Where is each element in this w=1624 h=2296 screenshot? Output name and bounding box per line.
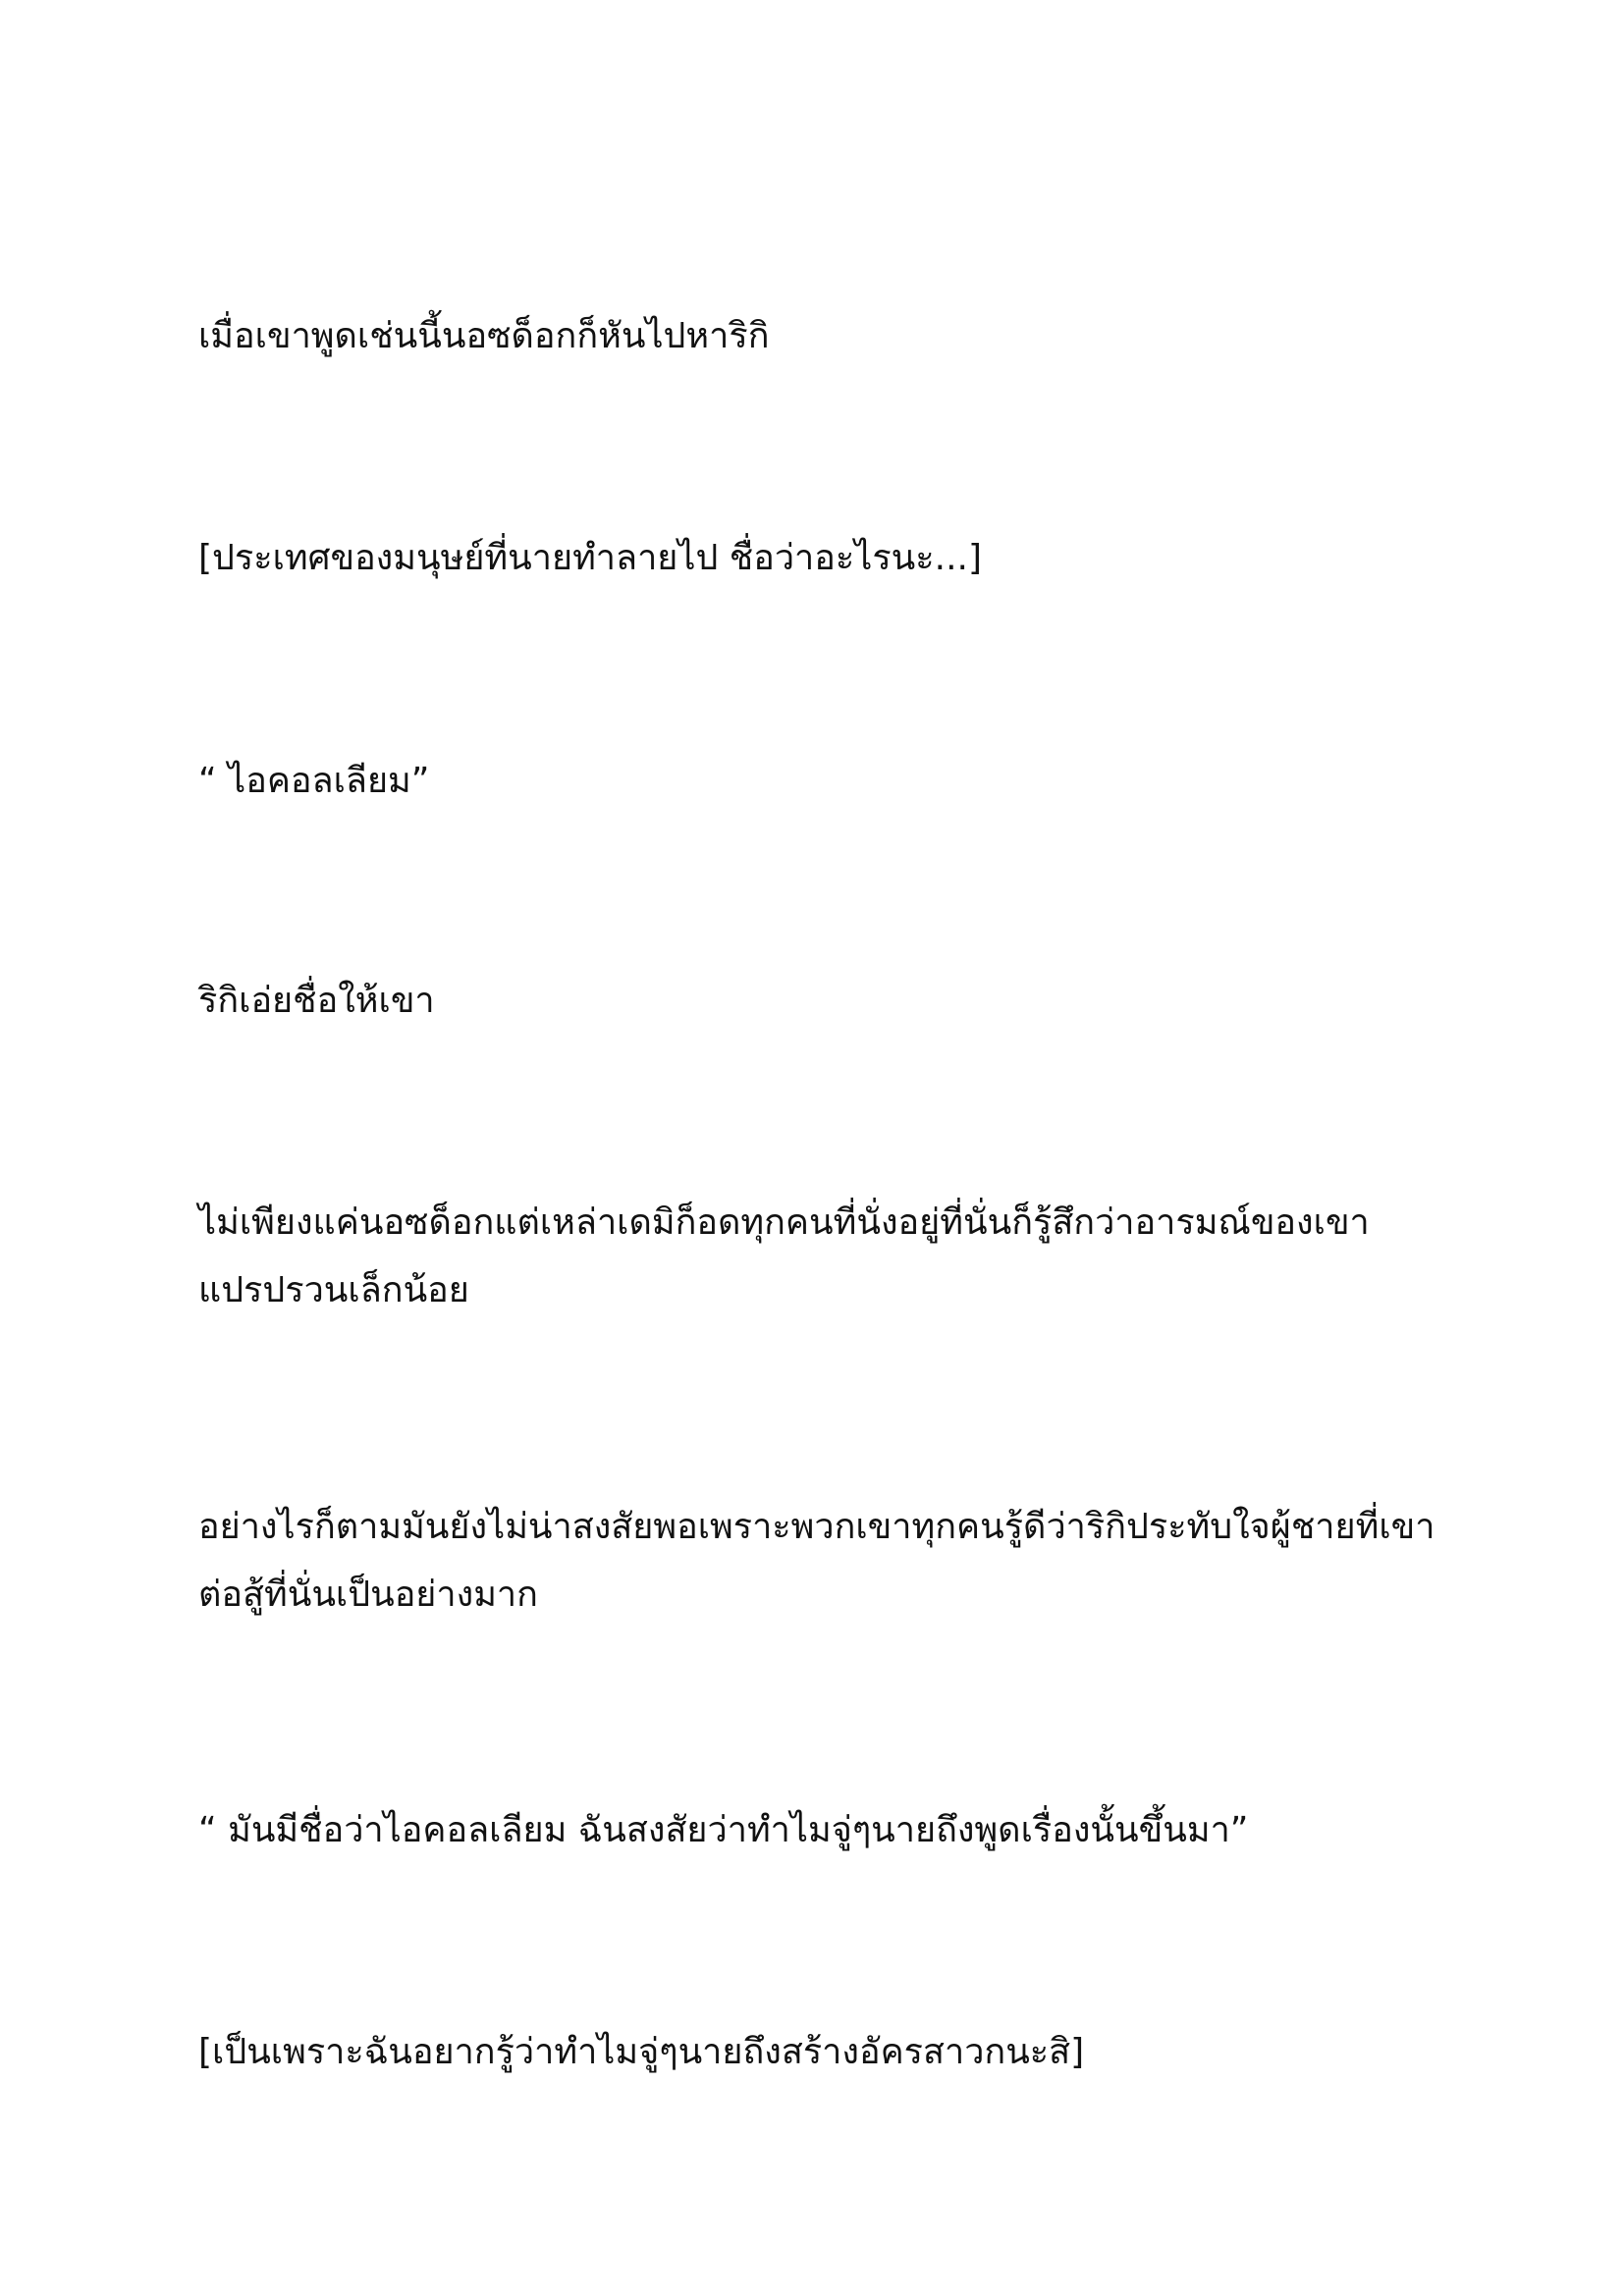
paragraph-4 <box>198 967 1475 1035</box>
text-line: ริกิเอ่ยชื่อให้เขา <box>198 981 435 1021</box>
text-line: แปรปรวนเล็กน้อย <box>198 1270 469 1310</box>
paragraph-7 <box>198 1796 1475 1864</box>
paragraph-1 <box>198 302 1475 370</box>
text-line: ไม่เพียงแค่นอซด็อกแต่เหล่าเดมิก็อดทุกคนที่นั่งอยู่ที่นั่นก็รู้สึกว่าอารมณ์ของเขา <box>198 1202 1370 1243</box>
paragraph-6 <box>198 1493 1475 1629</box>
text-line: [เป็นเพราะฉันอยากรู้ว่าทำไมจู่ๆนายถึงสร้างอัครสาวกนะสิ] <box>198 2032 1085 2072</box>
paragraph-8 <box>198 2018 1475 2086</box>
text-line: อย่างไรก็ตามมันยังไม่น่าสงสัยพอเพราะพวกเขาทุกคนรู้ดีว่าริกิประทับใจผู้ชายที่เขา <box>198 1507 1435 1547</box>
text-line: [ประเทศของมนุษย์ที่นายทำลายไป ชื่อว่าอะไรนะ...] <box>198 538 982 578</box>
text-line: “ มันมีชื่อว่าไอคอลเลียม ฉันสงสัยว่าทำไมจู่ๆนายถึงพูดเรื่องนั้นขึ้นมา” <box>198 1810 1249 1850</box>
text-line: ต่อสู้ที่นั่นเป็นอย่างมาก <box>198 1575 538 1615</box>
paragraph-5 <box>198 1189 1475 1324</box>
paragraph-3 <box>198 747 1475 815</box>
paragraph-2 <box>198 524 1475 592</box>
text-line: เมื่อเขาพูดเช่นนี้นอซด็อกก็หันไปหาริกิ <box>198 316 770 356</box>
text-line: “ ไอคอลเลียม” <box>198 761 430 801</box>
